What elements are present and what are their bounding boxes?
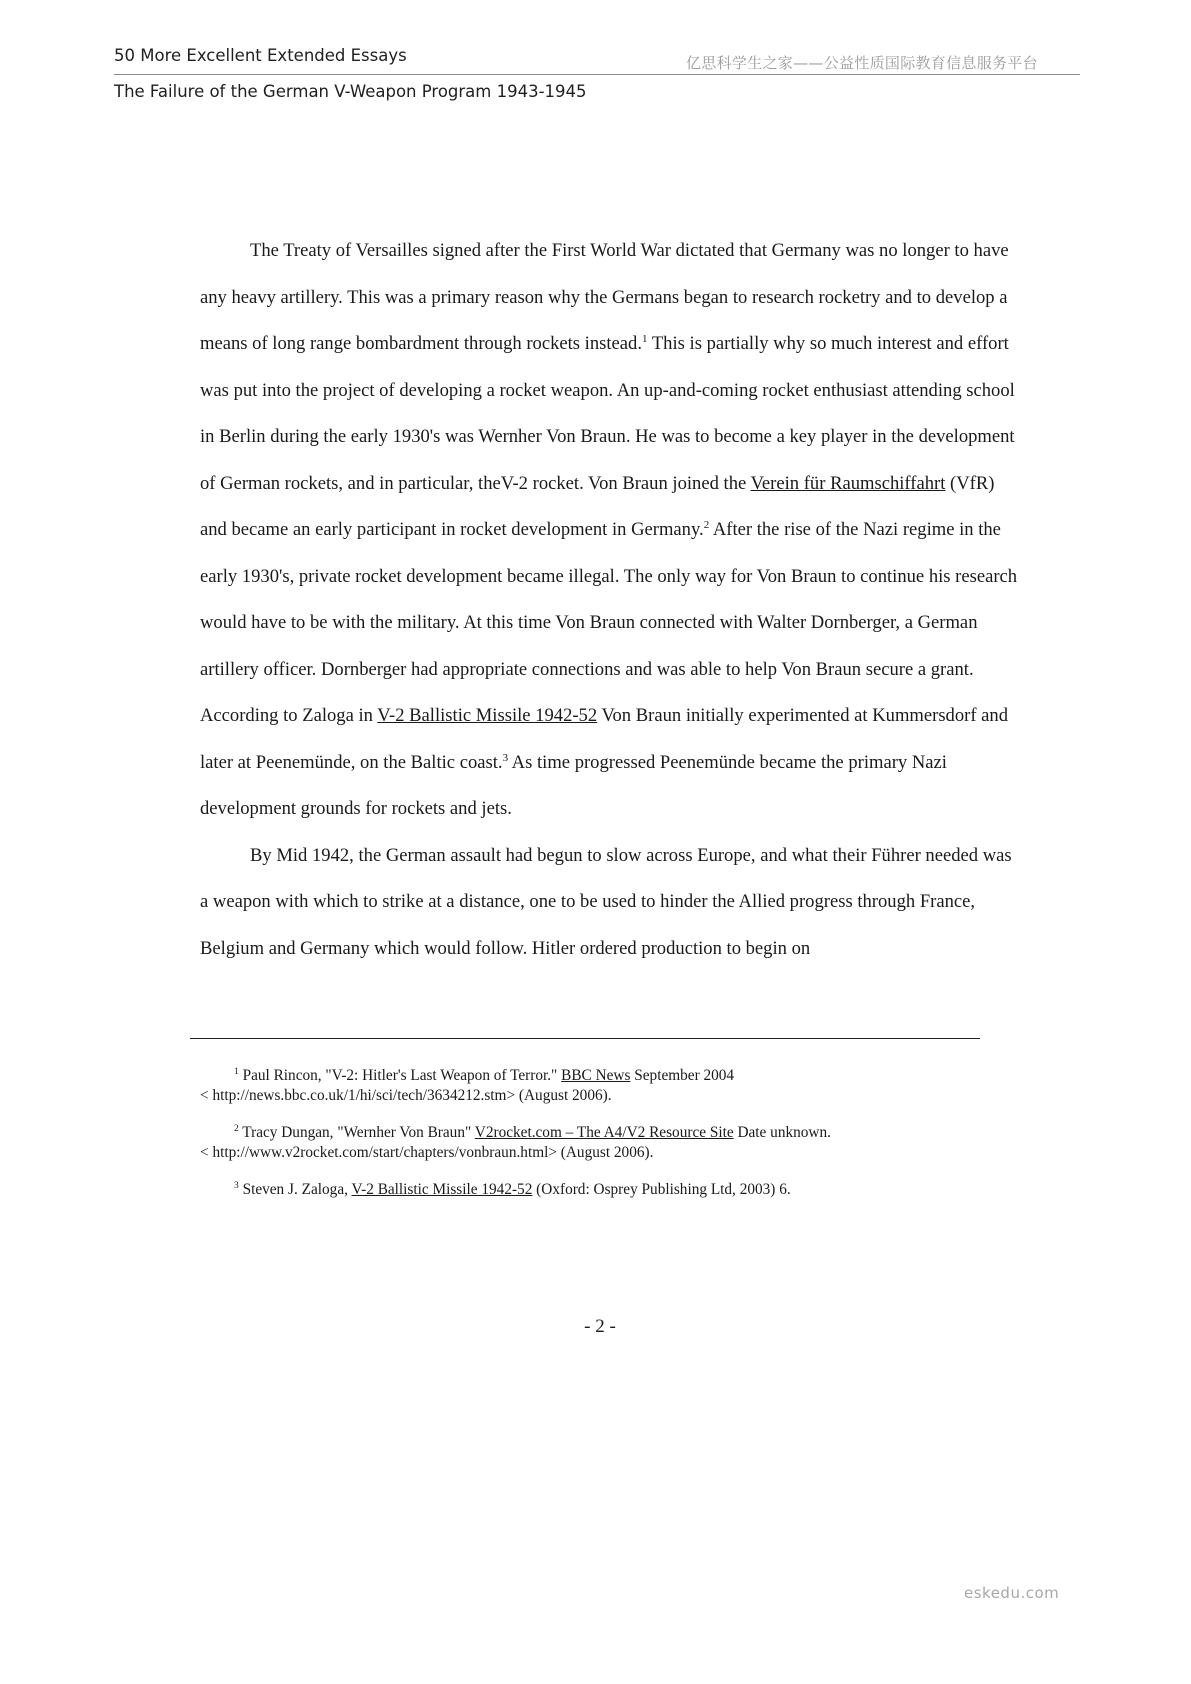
footnote-1 [200, 1066, 960, 1105]
footnote-text: (Oxford: Osprey Publishing Ltd, 2003) 6. [532, 1181, 791, 1198]
header-rule [114, 74, 1080, 75]
paragraph-2: By Mid 1942, the German assault had begun to slow across Europe, and what their Führer needed was a weapon with which to strike at a distance, one to be used to hinder the Allied progress through France, Belgium and Germany which would follow. Hitler ordered production to begin on [200, 844, 1012, 959]
p1-text-d: After the rise of the Nazi regime in the early 1930's, private rocket development became illegal. The only way for Von Braun to continue his research would have to be with the military. At this time Von Braun connected with Walter Dornberger, a German artillery officer. Dornberger had appropriate connections and was able to help Von Braun secure a grant. According to Zaloga in [200, 519, 1018, 726]
p1-text-b: This is partially why so much interest and effort was put into the project of developing a rocket weapon. An up-and-coming rocket enthusiast attending school in Berlin during the early 1930's was Wernher Von Braun. He was to become a key player in the development of German rockets, and in particular, theV-2 rocket. Von Braun joined the [200, 333, 1015, 494]
p1-text-f: As time progressed Peenemünde became the primary Nazi development grounds for rockets and jets. [200, 751, 947, 819]
footnote-text: Paul Rincon, "V-2: Hitler's Last Weapon of Terror." [238, 1067, 562, 1084]
footnote-ref-2: 2 [703, 518, 710, 531]
footnote-text: Tracy Dungan, "Wernher Von Braun" [238, 1124, 475, 1141]
book-title: 50 More Excellent Extended Essays [114, 46, 407, 65]
footnote-text: Steven J. Zaloga, [238, 1181, 352, 1198]
footnote-source: V-2 Ballistic Missile 1942-52 [351, 1181, 533, 1198]
footnote-number: 2 [234, 1123, 239, 1134]
footnote-2 [200, 1123, 960, 1162]
book-title-ref: V-2 Ballistic Missile 1942-52 [377, 705, 598, 726]
footnote-text: Date unknown. [733, 1124, 831, 1141]
footnote-source: BBC News [561, 1067, 631, 1084]
footnote-url: < http://news.bbc.co.uk/1/hi/sci/tech/3634212.stm> (August 2006). [200, 1086, 612, 1104]
footnote-3 [200, 1180, 960, 1200]
footnote-source: V2rocket.com – The A4/V2 Resource Site [474, 1124, 734, 1141]
p1-text-c: (VfR) and became an early participant in rocket development in Germany. [200, 472, 995, 540]
p1-text-e: Von Braun initially experimented at Kummersdorf and later at Peenemünde, on the Baltic coast. [200, 705, 1009, 773]
footnote-text: September 2004 [630, 1067, 735, 1084]
footnotes [200, 1066, 960, 1218]
essay-body [200, 228, 1020, 972]
watermark: eskedu.com [964, 1584, 1060, 1602]
footnote-url: < http://www.v2rocket.com/start/chapters/vonbraun.html> (August 2006). [200, 1143, 654, 1161]
footnote-rule [190, 1038, 980, 1039]
footnote-number: 1 [234, 1066, 239, 1077]
vfr-title: Verein für Raumschiffahrt [750, 472, 946, 494]
site-tag: 亿思科学生之家——公益性质国际教育信息服务平台 [686, 54, 1038, 72]
paragraph-1 [200, 228, 1020, 833]
p1-text-a: The Treaty of Versailles signed after the First World War dictated that Germany was no longer to have any heavy artillery. This was a primary reason why the Germans began to research rocketry and to develop a means of long range bombardment through rockets instead. [200, 240, 1009, 354]
page-number: - 2 - [584, 1316, 616, 1337]
essay-title: The Failure of the German V-Weapon Program 1943-1945 [114, 82, 587, 101]
footnote-ref-1: 1 [642, 332, 648, 345]
footnote-ref-3: 3 [502, 751, 509, 764]
footnote-number: 3 [234, 1180, 239, 1191]
